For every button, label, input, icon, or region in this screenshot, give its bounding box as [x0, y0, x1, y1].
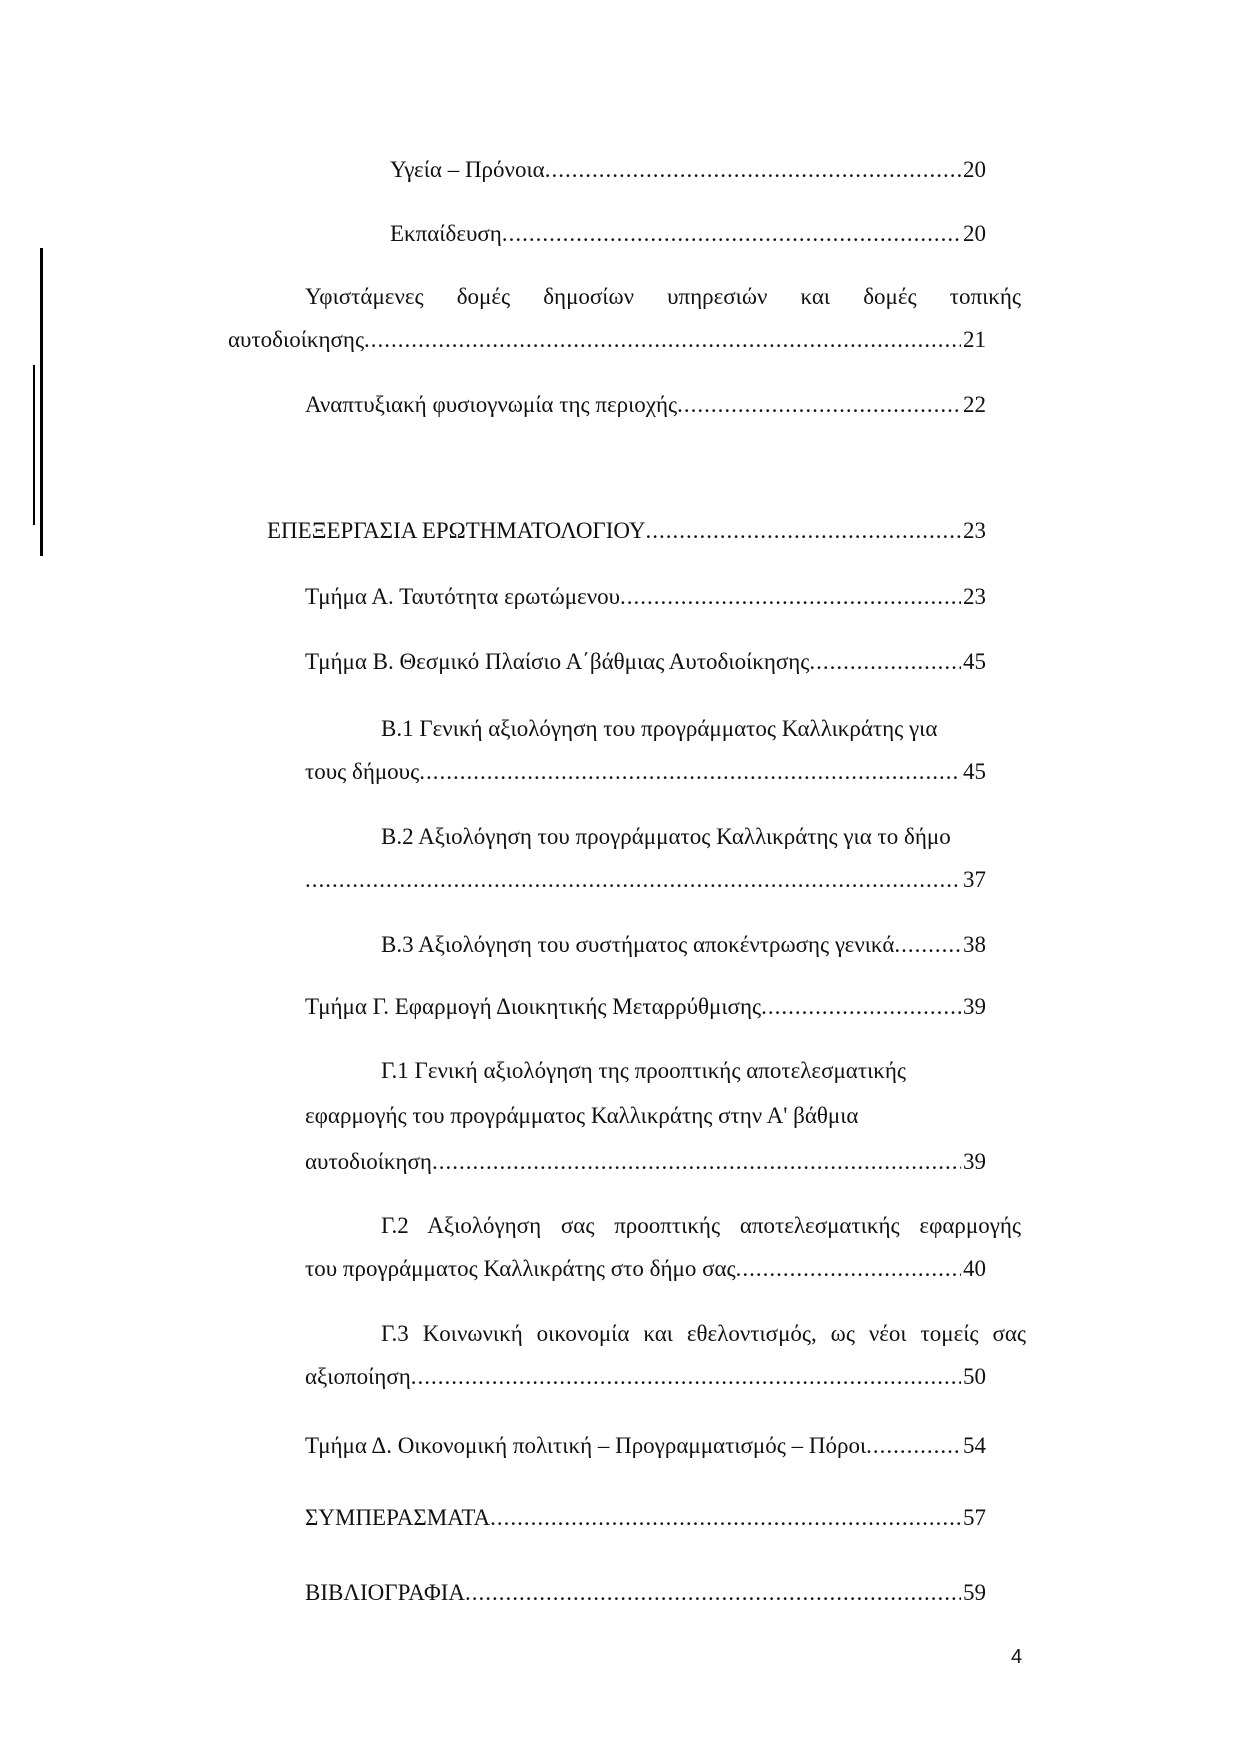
- toc-entry-title: Εκπαίδευση: [390, 221, 502, 246]
- toc-entry-page: 59: [963, 1580, 986, 1605]
- dot-leader: [502, 219, 961, 249]
- scan-edge-bar: [33, 365, 35, 525]
- toc-entry-page: 45: [963, 759, 986, 784]
- toc-entry-title: του προγράμματος Καλλικράτης στο δήμο σας: [305, 1256, 736, 1281]
- toc-entry-title-line: Γ.3 Κοινωνική οικονομία και εθελοντισμός, ως νέοι τομείς σας: [381, 1321, 1026, 1346]
- dot-leader: [866, 1431, 961, 1461]
- dot-leader: [545, 155, 961, 185]
- dot-leader: [645, 516, 961, 546]
- toc-entry[interactable]: [305, 1503, 986, 1533]
- toc-entry[interactable]: [305, 582, 986, 612]
- toc-entry-page: 23: [963, 584, 986, 609]
- toc-entry[interactable]: [305, 1254, 986, 1284]
- toc-entry[interactable]: [305, 1431, 986, 1461]
- dot-leader: [465, 1578, 961, 1608]
- toc-entry[interactable]: [305, 390, 986, 420]
- dot-leader: [894, 930, 961, 960]
- toc-entry-title: Αναπτυξιακή φυσιογνωμία της περιοχής: [305, 392, 678, 417]
- toc-entry-title: τους δήμους: [305, 759, 420, 784]
- toc-entry[interactable]: [267, 516, 986, 546]
- toc-entry-page: 54: [963, 1433, 986, 1458]
- toc-entry-title: Τμήμα Α. Ταυτότητα ερωτώμενου: [305, 584, 621, 609]
- toc-entry-title: Τμήμα Β. Θεσμικό Πλαίσιο Α΄βάθμιας Αυτοδιοίκησης: [305, 649, 810, 674]
- toc-entry-page: 40: [963, 1256, 986, 1281]
- toc-entry[interactable]: [305, 1147, 986, 1177]
- toc-entry-page: 21: [963, 327, 986, 352]
- dot-leader: [364, 325, 961, 355]
- toc-entry-page: 23: [963, 518, 986, 543]
- toc-entry-title: Τμήμα Δ. Οικονομική πολιτική – Προγραμματισμός – Πόροι: [305, 1433, 867, 1458]
- toc-entry-title-line: Γ.2 Αξιολόγηση σας προοπτικής αποτελεσματικής εφαρμογής: [381, 1213, 1021, 1238]
- dot-leader: [411, 1362, 961, 1392]
- dot-leader: [809, 647, 961, 677]
- toc-entry-title: Υγεία – Πρόνοια: [390, 157, 545, 182]
- dot-leader: [490, 1503, 961, 1533]
- toc-entry-page: 45: [963, 649, 986, 674]
- toc-entry[interactable]: [305, 1362, 986, 1392]
- toc-entry-title: ΒΙΒΛΙΟΓΡΑΦΙΑ: [305, 1580, 466, 1605]
- toc-entry[interactable]: [390, 219, 986, 249]
- toc-entry[interactable]: [228, 325, 986, 355]
- toc-entry-page: 39: [963, 994, 986, 1019]
- toc-entry-title: ΕΠΕΞΕΡΓΑΣΙΑ ΕΡΩΤΗΜΑΤΟΛΟΓΙΟΥ: [267, 518, 646, 543]
- dot-leader: [620, 582, 961, 612]
- toc-entry[interactable]: [381, 930, 986, 960]
- toc-entry-title-line: Β.2 Αξιολόγηση του προγράμματος Καλλικράτης για το δήμο: [381, 824, 951, 849]
- toc-entry-title: Β.3 Αξιολόγηση του συστήματος αποκέντρωσης γενικά: [381, 932, 895, 957]
- page-number: 4: [1011, 1646, 1023, 1668]
- toc-entry[interactable]: [305, 757, 986, 787]
- toc-entry-page: 38: [963, 932, 986, 957]
- toc-entry-page: 57: [963, 1505, 986, 1530]
- toc-entry-page: 39: [963, 1149, 986, 1174]
- toc-entry[interactable]: [305, 1578, 986, 1608]
- dot-leader: [305, 865, 961, 895]
- toc-entry-page: 37: [963, 867, 986, 892]
- scan-edge-bar: [40, 248, 43, 556]
- dot-leader: [736, 1254, 961, 1284]
- dot-leader: [761, 992, 961, 1022]
- toc-entry-title: αυτοδιοίκηση: [305, 1149, 432, 1174]
- toc-entry-page: 50: [963, 1364, 986, 1389]
- dot-leader: [432, 1147, 961, 1177]
- toc-entry-page: 20: [963, 157, 986, 182]
- toc-entry-title: αξιοποίηση: [305, 1364, 411, 1389]
- toc-entry-title-line: εφαρμογής του προγράμματος Καλλικράτης στην Α' βάθμια: [305, 1103, 859, 1128]
- toc-entry-page: 20: [963, 221, 986, 246]
- toc-entry-page: 22: [963, 392, 986, 417]
- toc-entry-title-line: Γ.1 Γενική αξιολόγηση της προοπτικής αποτελεσματικής: [381, 1058, 907, 1083]
- toc-entry[interactable]: [390, 155, 986, 185]
- toc-entry-title-line: Υφιστάμενες δομές δημοσίων υπηρεσιών και δομές τοπικής: [305, 284, 1021, 309]
- toc-entry-title-line: Β.1 Γενική αξιολόγηση του προγράμματος Καλλικράτης για: [381, 716, 938, 741]
- toc-entry[interactable]: [305, 647, 986, 677]
- toc-entry-title: ΣΥΜΠΕΡΑΣΜΑΤΑ: [305, 1505, 491, 1530]
- toc-entry[interactable]: [305, 865, 986, 895]
- toc-entry[interactable]: [305, 992, 986, 1022]
- dot-leader: [419, 757, 961, 787]
- dot-leader: [677, 390, 961, 420]
- toc-entry-title: Τμήμα Γ. Εφαρμογή Διοικητικής Μεταρρύθμισης: [305, 994, 762, 1019]
- toc-entry-title: αυτοδιοίκησης: [228, 327, 365, 352]
